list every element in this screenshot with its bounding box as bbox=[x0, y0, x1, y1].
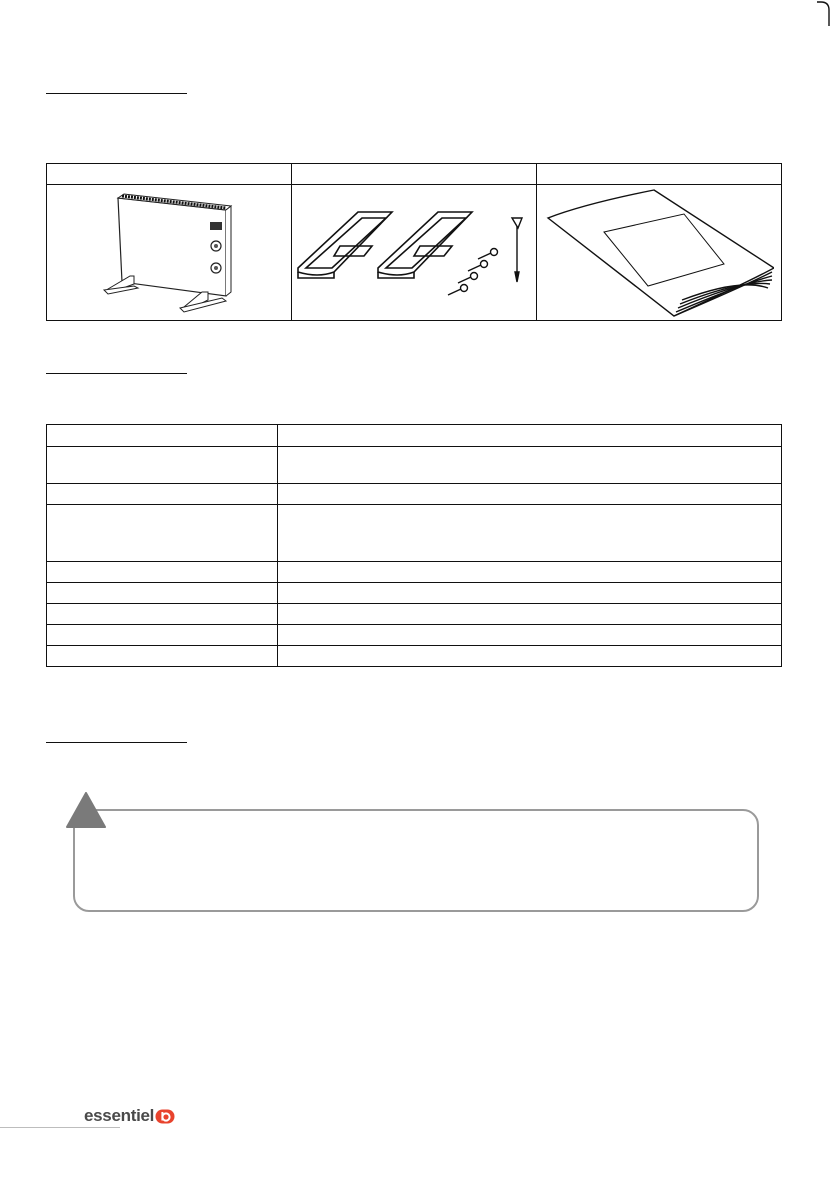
spec-label bbox=[47, 604, 278, 625]
spec-label bbox=[47, 625, 278, 646]
spec-row bbox=[47, 562, 782, 583]
spec-label bbox=[47, 447, 278, 484]
spec-row bbox=[47, 604, 782, 625]
contents-label-feet bbox=[292, 164, 537, 185]
spec-value bbox=[278, 604, 782, 625]
warning-triangle-icon bbox=[66, 792, 106, 828]
spec-row bbox=[47, 484, 782, 505]
spec-value bbox=[278, 562, 782, 583]
spec-value bbox=[278, 447, 782, 484]
feet-and-screws-icon bbox=[294, 190, 534, 315]
spec-label bbox=[47, 562, 278, 583]
spec-row bbox=[47, 425, 782, 447]
crop-mark bbox=[817, 0, 839, 26]
spec-row bbox=[47, 625, 782, 646]
warning-box bbox=[73, 809, 759, 912]
contents-cell-manual bbox=[537, 185, 782, 321]
spec-label bbox=[47, 425, 278, 447]
spec-row bbox=[47, 646, 782, 667]
brand-b-icon bbox=[155, 1109, 175, 1124]
section-heading-rule-safety bbox=[46, 742, 187, 743]
manual-booklet-icon bbox=[544, 188, 774, 318]
spec-label bbox=[47, 505, 278, 562]
spec-row bbox=[47, 583, 782, 604]
contents-cell-feet bbox=[292, 185, 537, 321]
spec-label bbox=[47, 583, 278, 604]
spec-value bbox=[278, 625, 782, 646]
spec-value bbox=[278, 425, 782, 447]
contents-cell-heater bbox=[47, 185, 292, 321]
spec-value bbox=[278, 646, 782, 667]
section-heading-rule-specs bbox=[46, 373, 187, 374]
convector-heater-icon bbox=[94, 188, 244, 318]
package-contents-table bbox=[46, 163, 782, 321]
brand-logo bbox=[84, 1106, 175, 1126]
spec-value bbox=[278, 484, 782, 505]
brand-wordmark: essentiel bbox=[84, 1106, 155, 1125]
footer-rule bbox=[0, 1127, 120, 1128]
spec-value bbox=[278, 505, 782, 562]
spec-label bbox=[47, 646, 278, 667]
contents-label-heater bbox=[47, 164, 292, 185]
spec-row bbox=[47, 505, 782, 562]
section-heading-rule-contents bbox=[46, 93, 187, 94]
spec-label bbox=[47, 484, 278, 505]
spec-value bbox=[278, 583, 782, 604]
specifications-table bbox=[46, 424, 782, 667]
contents-label-manual bbox=[537, 164, 782, 185]
spec-row bbox=[47, 447, 782, 484]
